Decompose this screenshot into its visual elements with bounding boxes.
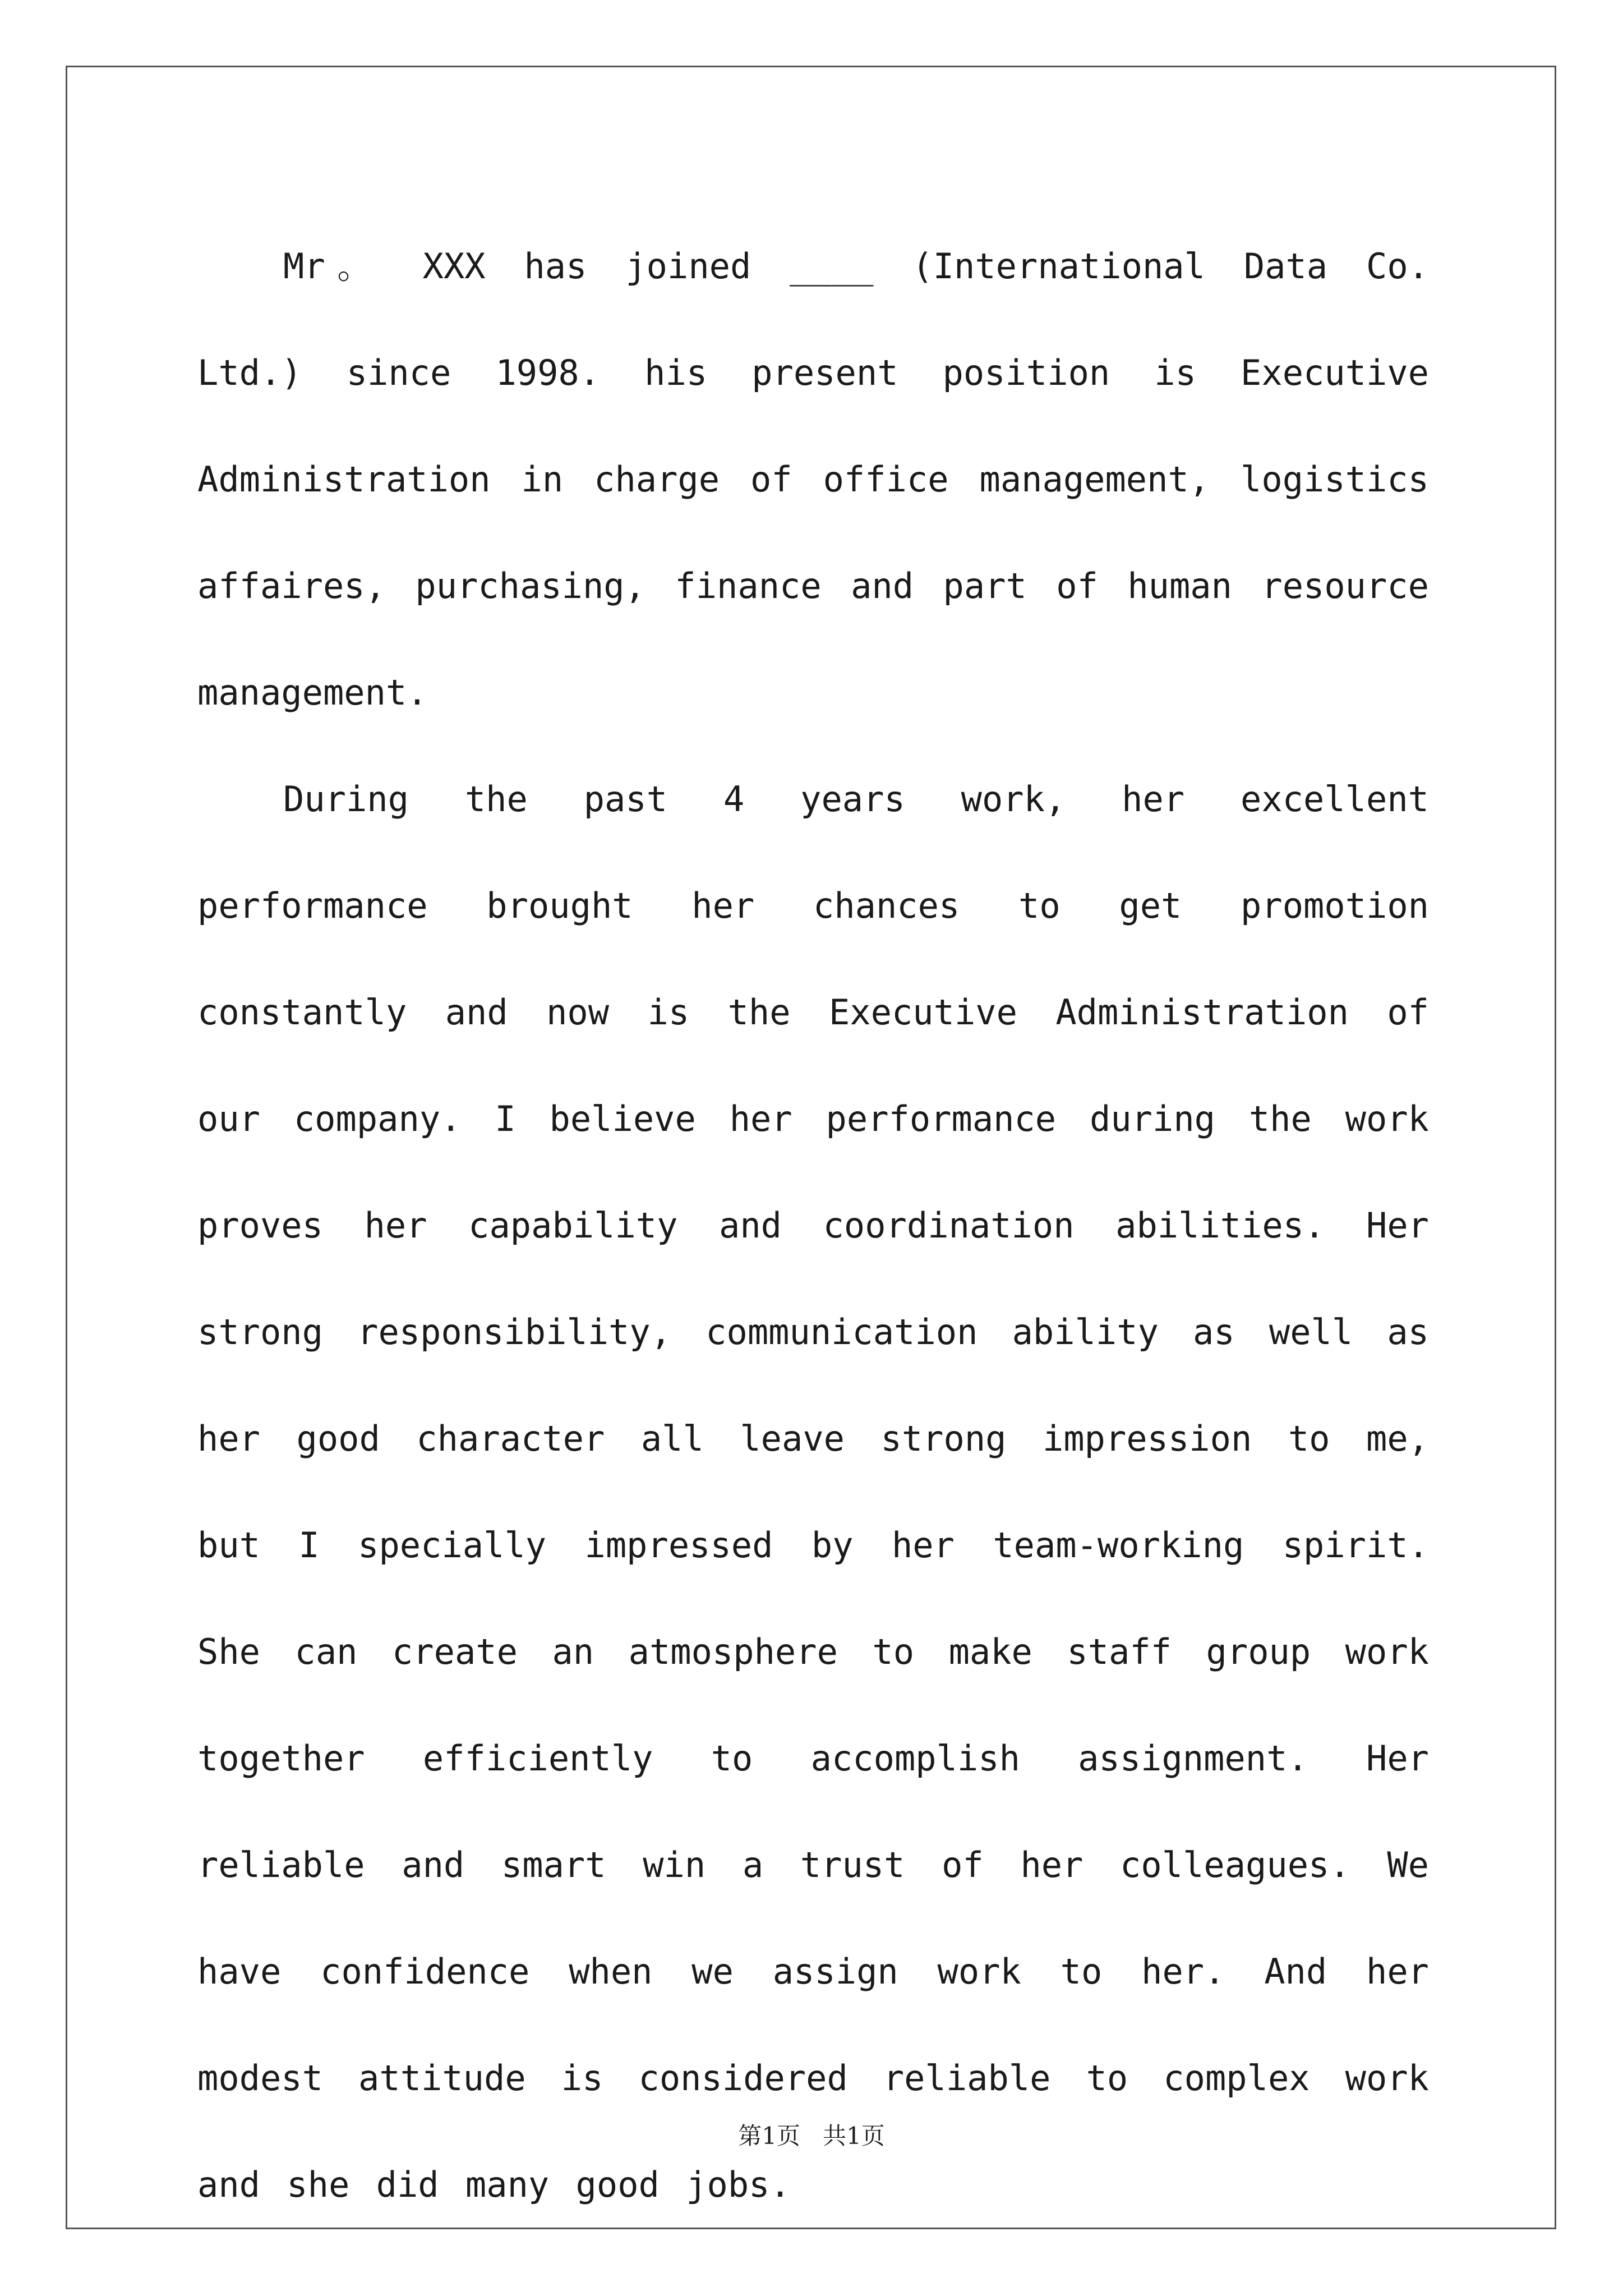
page-footer: 第1页 共1页 [738,2122,885,2150]
paragraph-intro: Mr。 XXX has joined ____ (International Data Co. Ltd.) since 1998. his present position is Executive Administration in charge of office management, logistics affaires, purchasing, finance and part of human resource management. [197,246,1429,713]
document-body [197,213,1429,2238]
paragraph-recommendation: During the past 4 years work, her excellent performance brought her chances to get promotion constantly and now is the Executive Administration of our company. I believe her performance during the work proves her capability and coordination abilities. Her strong responsibility, communication ability as well as her good character all leave strong impression to me, but I specially impressed by her team-working spirit. She can create an atmosphere to make staff group work together efficiently to accomplish assignment. Her reliable and smart win a trust of her colleagues. We have confidence when we assign work to her. And her modest attitude is considered reliable to complex work and she did many good jobs. [197,779,1429,2205]
